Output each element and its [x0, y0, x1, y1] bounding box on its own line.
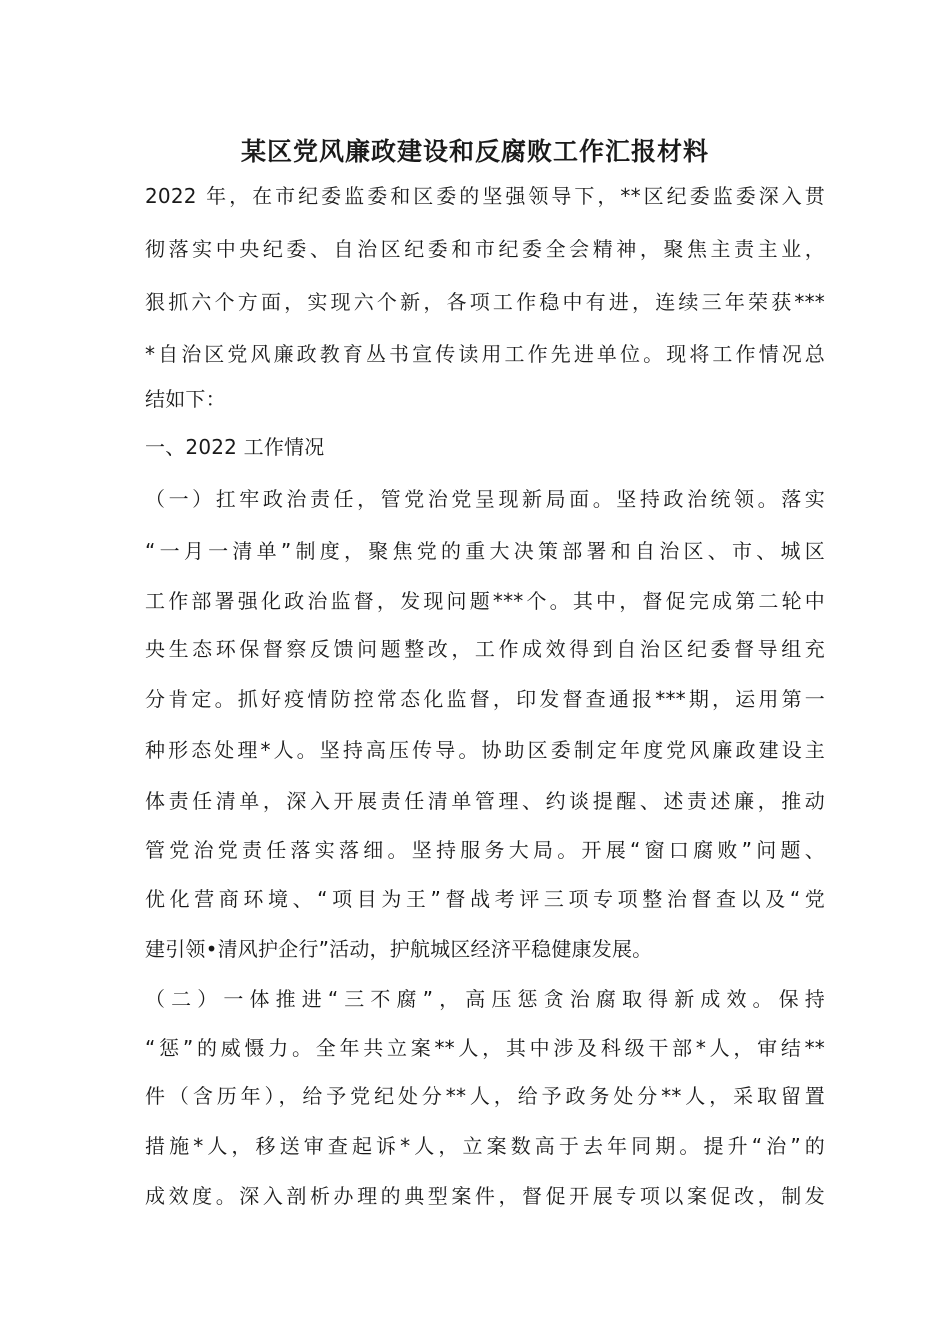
paragraph-line: 结如下： [145, 387, 226, 411]
paragraph-line: 成效度。深入剖析办理的典型案件，督促开展专项以案促改，制发 [145, 1184, 825, 1208]
paragraph-line: “一月一清单”制度，聚焦党的重大决策部署和自治区、市、城区 [145, 539, 825, 563]
paragraph-line: 狠抓六个方面，实现六个新，各项工作稳中有进，连续三年荣获*** [145, 290, 825, 314]
paragraph-line: 件（含历年），给予党纪处分**人，给予政务处分**人，采取留置 [145, 1084, 825, 1108]
paragraph-line: （二）一体推进“三不腐”，高压惩贪治腐取得新成效。保持 [145, 987, 825, 1011]
paragraph-line: 2022 年，在市纪委监委和区委的坚强领导下，**区纪委监委深入贯 [145, 184, 825, 208]
paragraph-line: 分肯定。抓好疫情防控常态化监督，印发督查通报***期，运用第一 [145, 687, 825, 711]
paragraph-line: 工作部署强化政治监督，发现问题***个。其中，督促完成第二轮中 [145, 589, 825, 613]
paragraph-line: 管党治党责任落实落细。坚持服务大局。开展“窗口腐败”问题、 [145, 838, 825, 862]
paragraph-line: 建引领•清风护企行”活动，护航城区经济平稳健康发展。 [145, 937, 653, 961]
document-title: 某区党风廉政建设和反腐败工作汇报材料 [240, 137, 709, 166]
paragraph-line: 种形态处理*人。坚持高压传导。协助区委制定年度党风廉政建设主 [145, 738, 825, 762]
paragraph-line: 央生态环保督察反馈问题整改，工作成效得到自治区纪委督导组充 [145, 637, 825, 661]
paragraph-line: 彻落实中央纪委、自治区纪委和市纪委全会精神，聚焦主责主业， [145, 237, 825, 261]
paragraph-line: *自治区党风廉政教育丛书宣传读用工作先进单位。现将工作情况总 [145, 342, 825, 366]
paragraph-line: 体责任清单，深入开展责任清单管理、约谈提醒、述责述廉，推动 [145, 789, 825, 813]
paragraph-line: “惩”的威慑力。全年共立案**人，其中涉及科级干部*人，审结** [145, 1036, 825, 1060]
paragraph-line: 优化营商环境、“项目为王”督战考评三项专项整治督查以及“党 [145, 887, 825, 911]
paragraph-line: （一）扛牢政治责任，管党治党呈现新局面。坚持政治统领。落实 [145, 487, 825, 511]
paragraph-line: 措施*人，移送审查起诉*人，立案数高于去年同期。提升“治”的 [145, 1134, 825, 1158]
section-heading: 一、2022 工作情况 [145, 435, 325, 459]
